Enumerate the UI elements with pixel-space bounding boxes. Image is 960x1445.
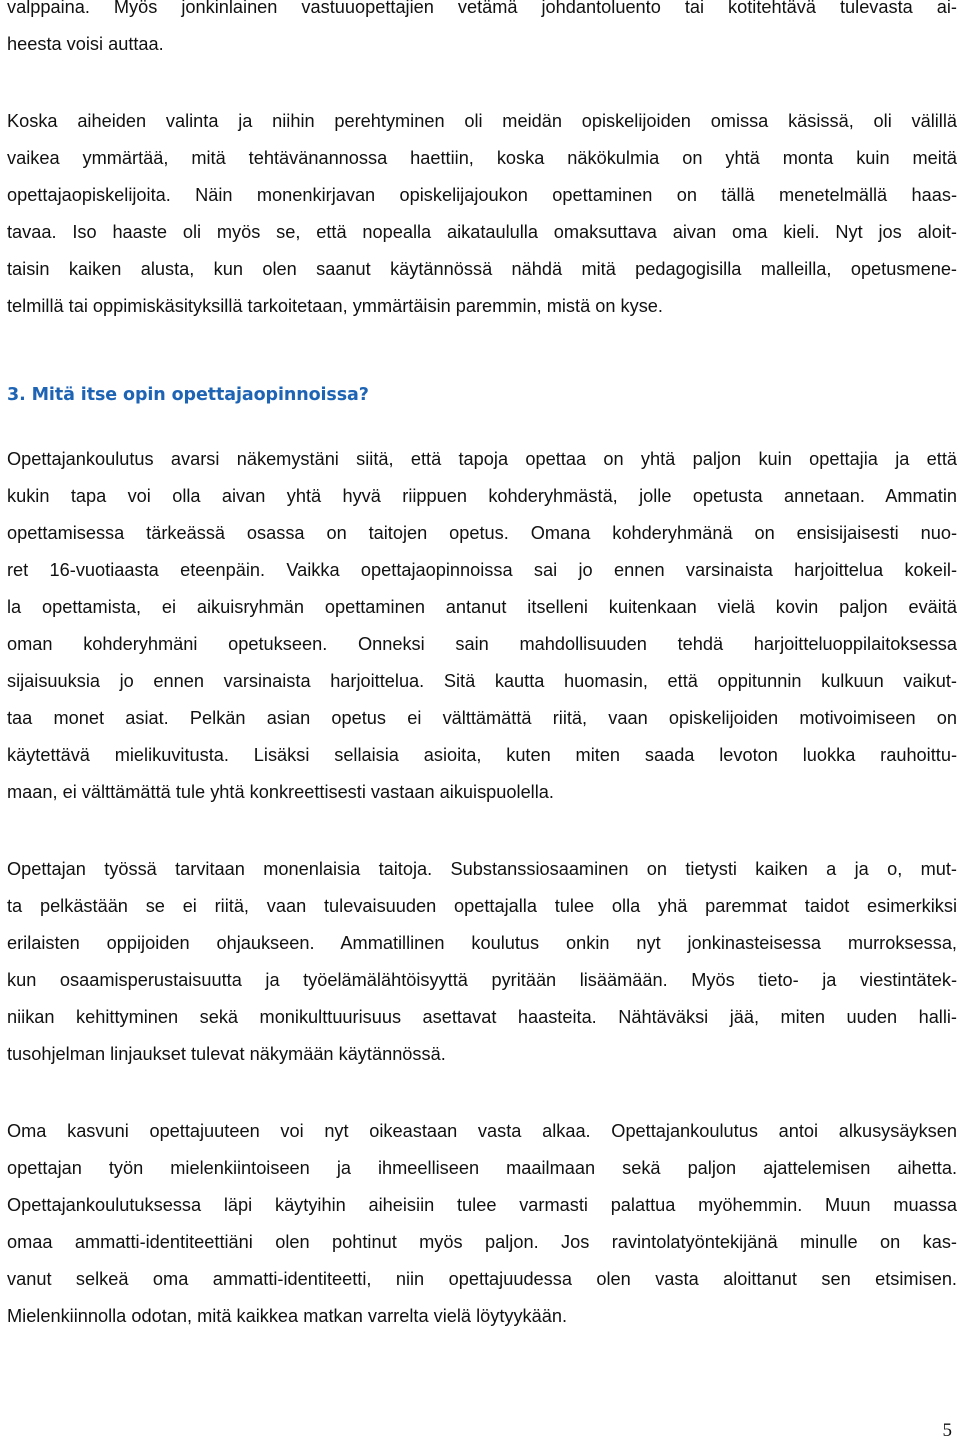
paragraph-3-line: niikan kehittyminen sekä monikulttuurisuus asettavat haasteita. Nähtäväksi jää, miten uuden halli- [7, 1007, 957, 1027]
intro-line: valppaina. Myös jonkinlainen vastuuopettajien vetämä johdantoluento tai kotitehtävä tulevasta ai- [7, 0, 957, 17]
paragraph-2-line: Opettajankoulutus avarsi näkemystäni siitä, että tapoja opettaa on yhtä paljon kuin opettajia ja että [7, 449, 957, 469]
section-heading: 3. Mitä itse opin opettajaopinnoissa? [7, 385, 369, 405]
paragraph-4-line: omaa ammatti-identiteettiäni olen pohtinut myös paljon. Jos ravintolatyöntekijänä minulle on kas- [7, 1232, 957, 1252]
paragraph-3-line: Opettajan työssä tarvitaan monenlaisia taitoja. Substanssiosaaminen on tietysti kaiken a ja o, mut- [7, 859, 957, 879]
paragraph-3-line: erilaisten oppijoiden ohjaukseen. Ammatillinen koulutus onkin nyt jonkinasteisessa murroksessa, [7, 933, 957, 953]
intro-line: heesta voisi auttaa. [7, 34, 164, 54]
paragraph-1-line: taisin kaiken alusta, kun olen saanut käytännössä nähdä mitä pedagogisilla malleilla, opetusmene- [7, 259, 957, 279]
paragraph-2-line: sijaisuuksia jo ennen varsinaista harjoittelua. Sitä kautta huomasin, että oppitunnin kulkuun vaikut- [7, 671, 957, 691]
paragraph-3-line: ta pelkästään se ei riitä, vaan tulevaisuuden opettajalla tulee olla yhä paremmat taidot esimerkiksi [7, 896, 957, 916]
paragraph-1-line: tavaa. Iso haaste oli myös se, että nopealla aikataululla omaksuttava aivan oma kieli. Nyt jos aloit- [7, 222, 957, 242]
paragraph-3-line: tusohjelman linjaukset tulevat näkymään käytännössä. [7, 1044, 446, 1064]
paragraph-2-line: ret 16-vuotiaasta eteenpäin. Vaikka opettajaopinnoissa sai jo ennen varsinaista harjoittelua kokeil- [7, 560, 957, 580]
paragraph-1-line: telmillä tai oppimiskäsityksillä tarkoitetaan, ymmärtäisin paremmin, mistä on kyse. [7, 296, 663, 316]
paragraph-2-line: käytettävä mielikuvitusta. Lisäksi sellaisia asioita, kuten miten saada levoton luokka rauhoittu- [7, 745, 957, 765]
paragraph-4-line: opettajan työn mielenkiintoiseen ja ihmeelliseen maailmaan sekä paljon ajattelemisen aihetta. [7, 1158, 957, 1178]
paragraph-4-line: Opettajankoulutuksessa läpi käytyihin aiheisiin tulee varmasti palattua myöhemmin. Muun muassa [7, 1195, 957, 1215]
paragraph-1-line: opettajaopiskelijoita. Näin monenkirjavan opiskelijajoukon opettaminen on tällä menetelmällä haas- [7, 185, 957, 205]
paragraph-2-line: taa monet asiat. Pelkän asian opetus ei välttämättä riitä, vaan opiskelijoiden motivoimiseen on [7, 708, 957, 728]
paragraph-1-line: vaikea ymmärtää, mitä tehtävänannossa haettiin, koska näkökulmia on yhtä monta kuin meitä [7, 148, 957, 168]
paragraph-2-line: la opettamista, ei aikuisryhmän opettaminen antanut itselleni kuitenkaan vielä kovin paljon eväitä [7, 597, 957, 617]
paragraph-3-line: kun osaamisperustaisuutta ja työelämälähtöisyyttä pyritään lisäämään. Myös tieto- ja viestintätek- [7, 970, 957, 990]
paragraph-2-line: opettamisessa tärkeässä osassa on taitojen opetus. Omana kohderyhmänä on ensisijaisesti nuo- [7, 523, 957, 543]
paragraph-1-line: Koska aiheiden valinta ja niihin perehtyminen oli meidän opiskelijoiden omissa käsissä, oli välillä [7, 111, 957, 131]
paragraph-4-line: Mielenkiinnolla odotan, mitä kaikkea matkan varrelta vielä löytyykään. [7, 1306, 568, 1326]
paragraph-2-line: kukin tapa voi olla aivan yhtä hyvä riippuen kohderyhmästä, jolle opetusta annetaan. Ammatin [7, 486, 957, 506]
paragraph-4-line: Oma kasvuni opettajuuteen voi nyt oikeastaan vasta alkaa. Opettajankoulutus antoi alkusysäyksen [7, 1121, 957, 1141]
paragraph-4-line: vanut selkeä oma ammatti-identiteetti, niin opettajuudessa olen vasta aloittanut sen etsimisen. [7, 1269, 957, 1289]
page-number: 5 [942, 1420, 952, 1441]
paragraph-2-line: maan, ei välttämättä tule yhtä konkreettisesti vastaan aikuispuolella. [7, 782, 554, 802]
paragraph-2-line: oman kohderyhmäni opetukseen. Onneksi sain mahdollisuuden tehdä harjoitteluoppilaitoksessa [7, 634, 957, 654]
